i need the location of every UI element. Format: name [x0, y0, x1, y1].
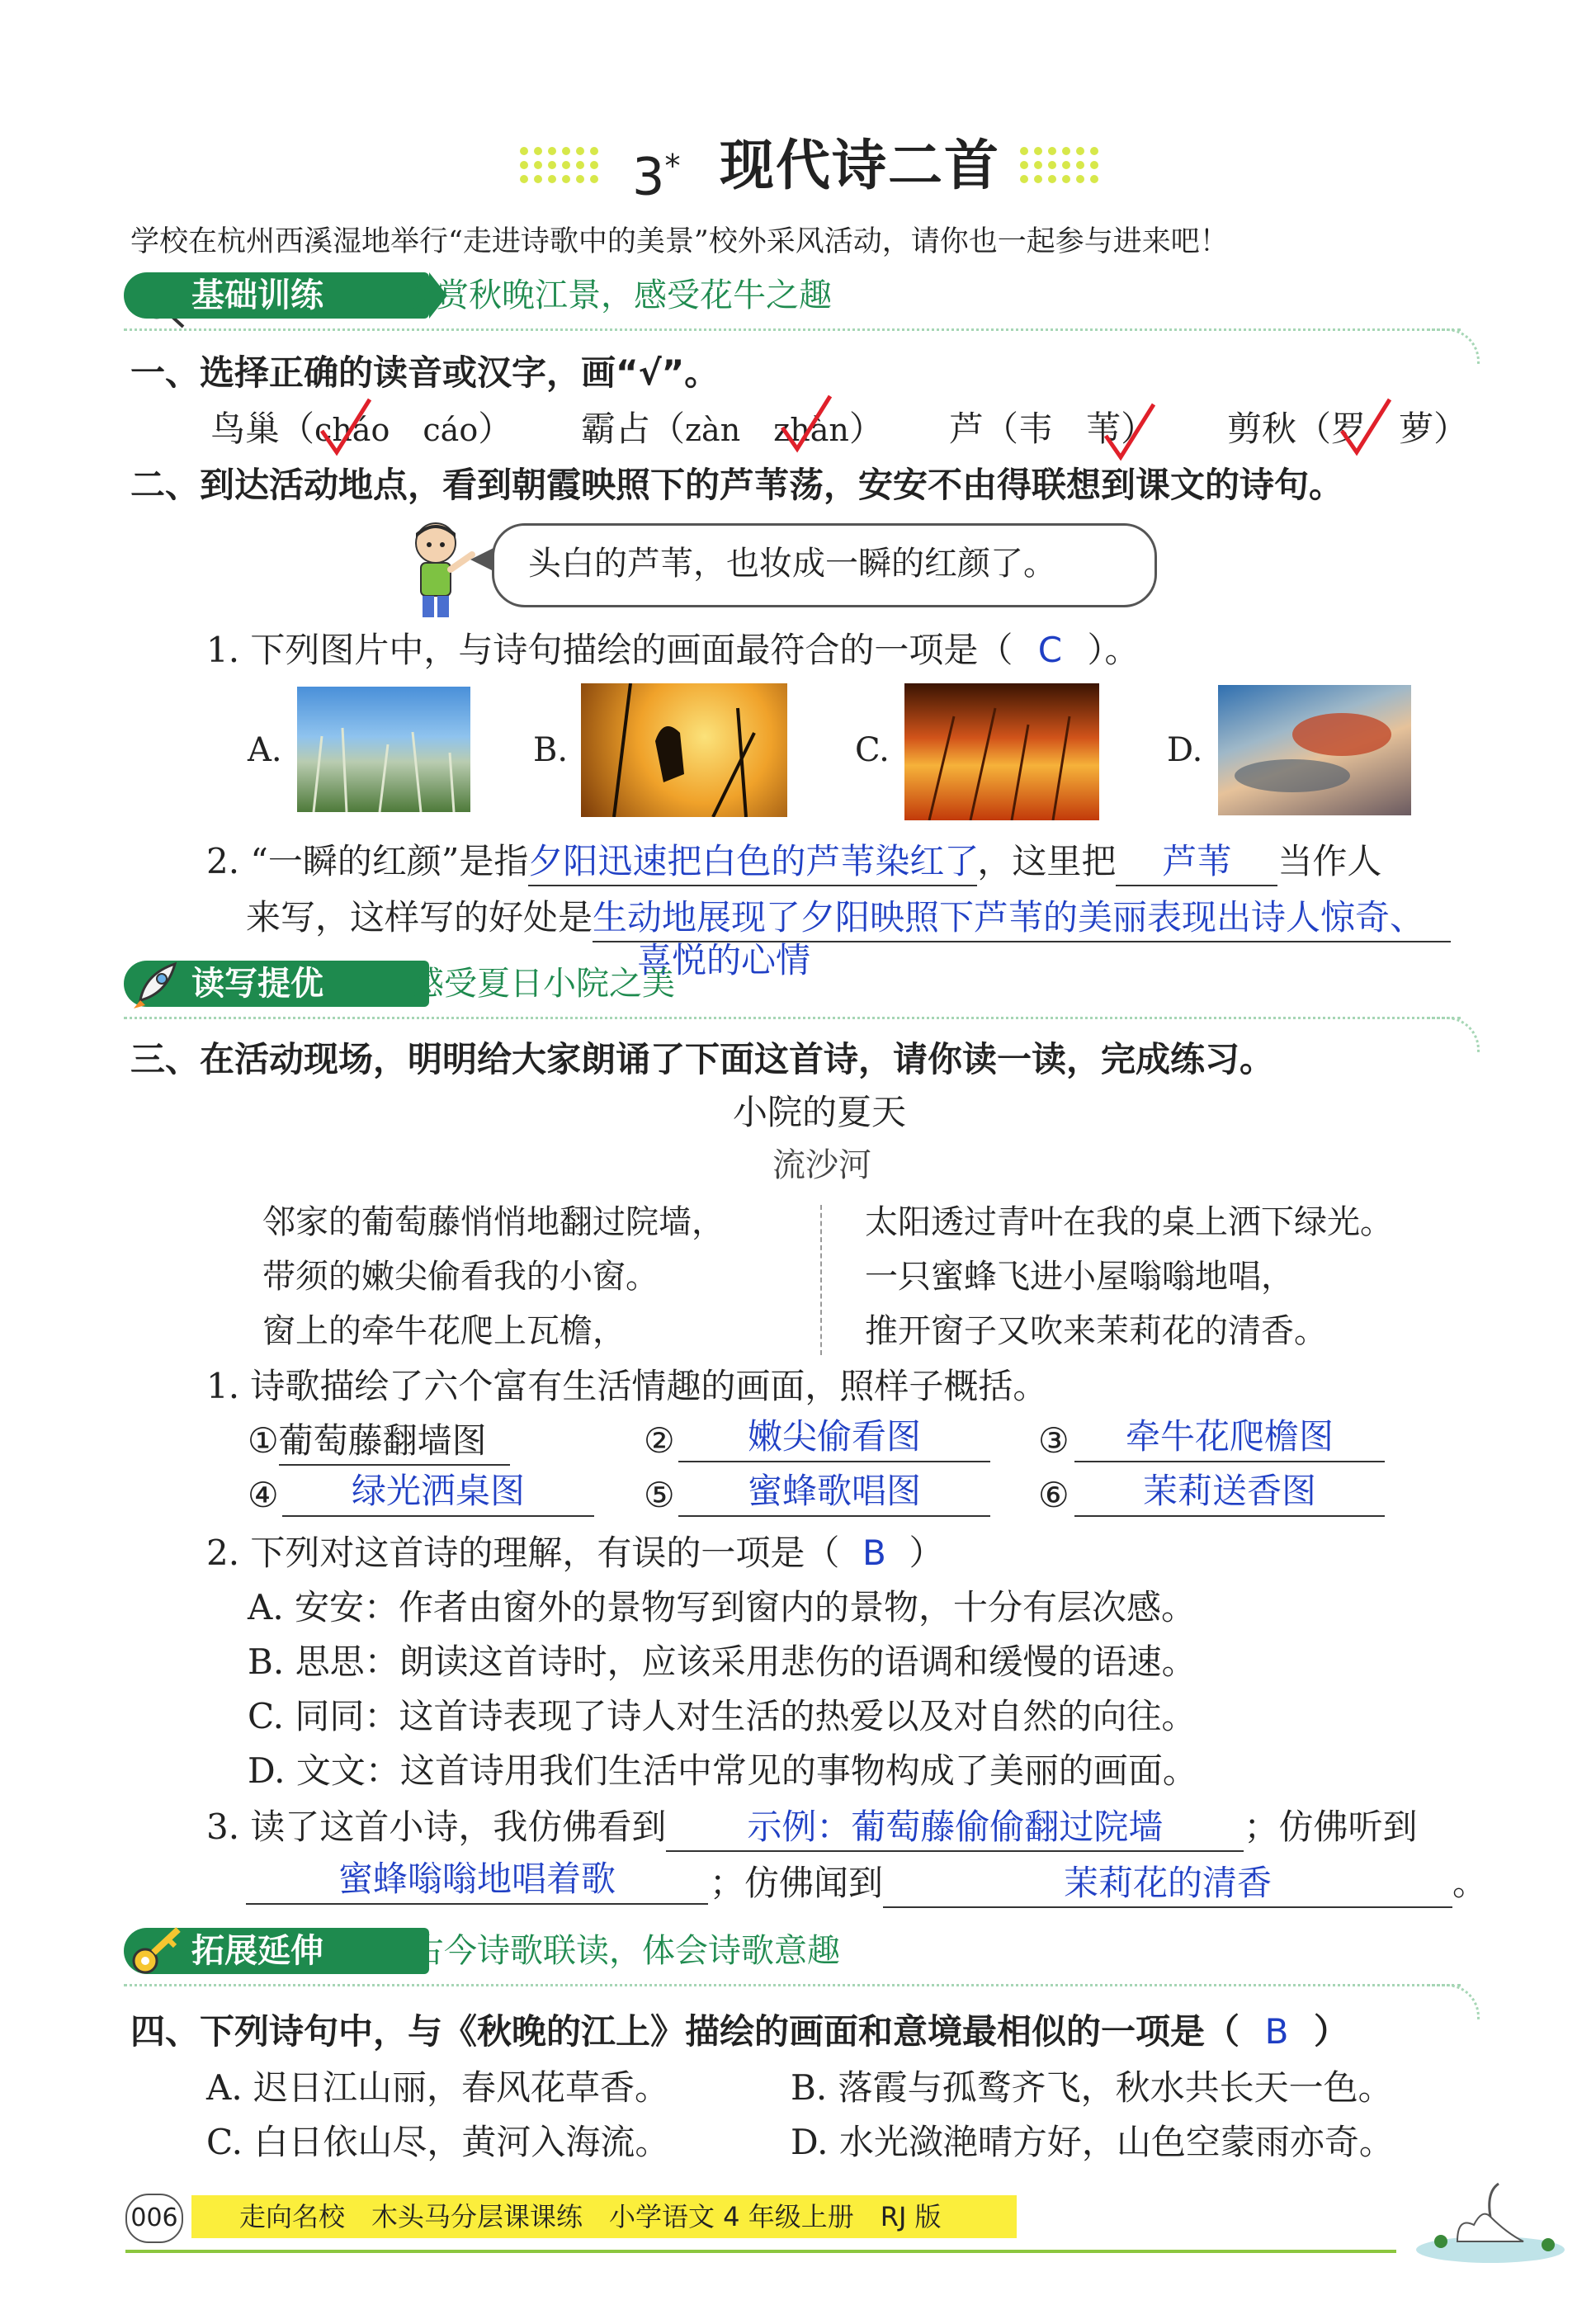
check-mark-icon [1335, 394, 1401, 461]
banner-tip [357, 1928, 375, 1974]
q2-sub1-answer[interactable]: C [1037, 630, 1063, 670]
q2-sub2-answer-1[interactable]: 夕阳迅速把白色的芦苇染红了 [528, 838, 977, 886]
option-b-label: B. [533, 731, 569, 769]
q3-option: B. 思思：朗读这首诗时，应该采用悲伤的语调和缓慢的语速。 [248, 1641, 1197, 1682]
q3-sub3-answer-3[interactable]: 茉莉花的清香 [883, 1860, 1452, 1908]
q2-sub2-line1: 2. “一瞬的红颜”是指夕阳迅速把白色的芦苇染红了，这里把 芦苇 当作人 [206, 838, 1381, 886]
speech-text: 头白的芦苇，也妆成一瞬的红颜了。 [528, 545, 1056, 583]
title-dots-right [1020, 147, 1098, 183]
section-rule [124, 1984, 1461, 1986]
photo-option-b[interactable] [581, 683, 787, 817]
section-rule-curve [1428, 328, 1480, 364]
q1-item-1: 鸟巢（cháo cáo） [210, 409, 513, 449]
q2-sub2-answer-4[interactable]: 喜悦的心情 [637, 940, 811, 980]
photo-option-c[interactable] [904, 683, 1099, 820]
option-a-label: A. [248, 731, 282, 769]
summary-1: ①葡萄藤翻墙图 [248, 1418, 510, 1466]
section-banner-extend: 拓展延伸 [124, 1928, 429, 1974]
poem-right-line: 推开窗子又吹来茉莉花的清香。 [865, 1312, 1327, 1350]
q2-sub2-answer-2[interactable]: 芦苇 [1116, 838, 1277, 886]
poem-left-line: 窗上的牵牛花爬上瓦檐， [262, 1312, 626, 1350]
q2-sub1: 1. 下列图片中，与诗句描绘的画面最符合的一项是（ C ）。 [206, 627, 1139, 673]
photo-option-a[interactable] [297, 687, 470, 812]
speech-bubble-tail [470, 548, 493, 571]
poem-left-line: 邻家的葡萄藤悄悄地翻过院墙， [262, 1203, 725, 1241]
option-d-label: D. [1167, 731, 1203, 769]
q3-sub3-line1: 3. 读了这首小诗，我仿佛看到 示例：葡萄藤偷偷翻过院墙 ；仿佛听到 [206, 1804, 1417, 1852]
banner-tip [357, 961, 375, 1007]
q3-sub3-line2: ；仿佛闻到 茉莉花的清香 。 [710, 1860, 1487, 1908]
poem-title: 小院的夏天 [733, 1092, 907, 1132]
key-icon [127, 1923, 185, 1981]
q3-sub3-answer-1[interactable]: 示例：葡萄藤偷偷翻过院墙 [666, 1804, 1244, 1852]
swan-decoration-icon [1408, 2159, 1573, 2266]
page-number: 006 [125, 2194, 183, 2243]
title-dots-left [520, 147, 598, 183]
section-rule-curve [1428, 1017, 1480, 1052]
summary-3-num: ③ [1038, 1420, 1070, 1461]
q3-sub1: 1. 诗歌描绘了六个富有生活情趣的画面，照样子概括。 [206, 1366, 1048, 1406]
option-c-label: C. [855, 731, 890, 769]
section-banner-basic: 基础训练 [124, 272, 429, 319]
photo-option-d[interactable] [1218, 685, 1411, 815]
intro-text: 学校在杭州西溪湿地举行“走进诗歌中的美景”校外采风活动，请你也一起参与进来吧！ [130, 225, 1229, 258]
q4-option: A. 迟日江山丽，春风花草香。 [206, 2067, 670, 2108]
q3-option: A. 安安：作者由窗外的景物写到窗内的景物，十分有层次感。 [248, 1587, 1197, 1627]
summary-4-num: ④ [248, 1475, 279, 1515]
q3-sub3-answer-2[interactable]: 蜜蜂嗡嗡地唱着歌 [246, 1855, 708, 1905]
section-rule [124, 1017, 1461, 1019]
q3-option: C. 同同：这首诗表现了诗人对生活的热爱以及对自然的向往。 [248, 1696, 1197, 1736]
page-title: 现代诗二首 [720, 134, 1000, 197]
boy-illustration [396, 518, 479, 622]
summary-6-num: ⑥ [1038, 1475, 1070, 1515]
q3-sub2-answer[interactable]: B [862, 1533, 886, 1573]
check-mark-icon [776, 391, 842, 457]
check-mark-icon [1099, 399, 1165, 465]
q3-heading: 三、在活动现场，明明给大家朗诵了下面这首诗，请你读一读，完成练习。 [130, 1039, 1275, 1079]
q4-option: B. 落霞与孤鹜齐飞，秋水共长天一色。 [791, 2067, 1393, 2108]
footer-line [125, 2250, 1396, 2253]
q2-heading: 二、到达活动地点，看到朝霞映照下的芦苇荡，安安不由得联想到课文的诗句。 [130, 465, 1344, 505]
q3-sub2: 2. 下列对这首诗的理解，有误的一项是（ B ） [206, 1530, 943, 1576]
section-subtitle-basic: 欣赏秋晚江景，感受花牛之趣 [403, 276, 832, 314]
q1-item-3: 芦（韦 苇） [949, 409, 1156, 449]
poem-divider [820, 1205, 822, 1355]
poem-author: 流沙河 [772, 1146, 871, 1184]
section-subtitle-extend: 古今诗歌联读，体会诗歌意趣 [411, 1932, 840, 1970]
q2-sub2-line2: 来写，这样写的好处是生动地展现了夕阳映照下芦苇的美丽表现出诗人惊奇、 [246, 895, 1451, 942]
poem-right-line: 一只蜜蜂飞进小屋嗡嗡地唱， [865, 1258, 1294, 1296]
q4-answer[interactable]: B [1264, 2011, 1289, 2052]
summary-2-num: ② [644, 1420, 675, 1461]
rocket-icon [129, 957, 183, 1012]
q1-item-2: 霸占（zàn zhàn） [581, 409, 884, 449]
summary-3-answer[interactable]: 牵牛花爬檐图 [1074, 1413, 1385, 1462]
poem-left-line: 带须的嫩尖偷看我的小窗。 [262, 1258, 659, 1296]
summary-4-answer[interactable]: 绿光洒桌图 [282, 1467, 594, 1517]
section-subtitle-reading: 感受夏日小院之美 [411, 965, 675, 1003]
poem-right-line: 太阳透过青叶在我的桌上洒下绿光。 [865, 1203, 1393, 1241]
summary-5-num: ⑤ [644, 1475, 675, 1515]
q3-option: D. 文文：这首诗用我们生活中常见的事物构成了美丽的画面。 [248, 1750, 1197, 1791]
q4-option: D. 水光潋滟晴方好，山色空蒙雨亦奇。 [791, 2122, 1394, 2162]
lesson-number: 3* [632, 146, 681, 207]
q1-item-4: 剪秋（罗 萝） [1227, 409, 1469, 449]
q1-heading: 一、选择正确的读音或汉字，画“√”。 [130, 352, 720, 393]
section-banner-reading: 读写提优 [124, 961, 429, 1007]
summary-2-answer[interactable]: 嫩尖偷看图 [678, 1413, 990, 1462]
footer-text: 走向名校 木头马分层课课练 小学语文 4 年级上册 RJ 版 [239, 2201, 942, 2232]
q2-sub2-answer-3[interactable]: 生动地展现了夕阳映照下芦苇的美丽表现出诗人惊奇、 [593, 895, 1451, 942]
summary-5-answer[interactable]: 蜜蜂歌唱图 [678, 1467, 990, 1517]
q4-heading: 四、下列诗句中，与《秋晚的江上》描绘的画面和意境最相似的一项是（ B ） [130, 2009, 1348, 2055]
section-rule-curve [1428, 1984, 1480, 2019]
section-rule [124, 328, 1461, 331]
summary-6-answer[interactable]: 茉莉送香图 [1074, 1467, 1385, 1517]
q4-option: C. 白日依山尽，黄河入海流。 [206, 2122, 670, 2162]
check-mark-icon [315, 394, 381, 461]
